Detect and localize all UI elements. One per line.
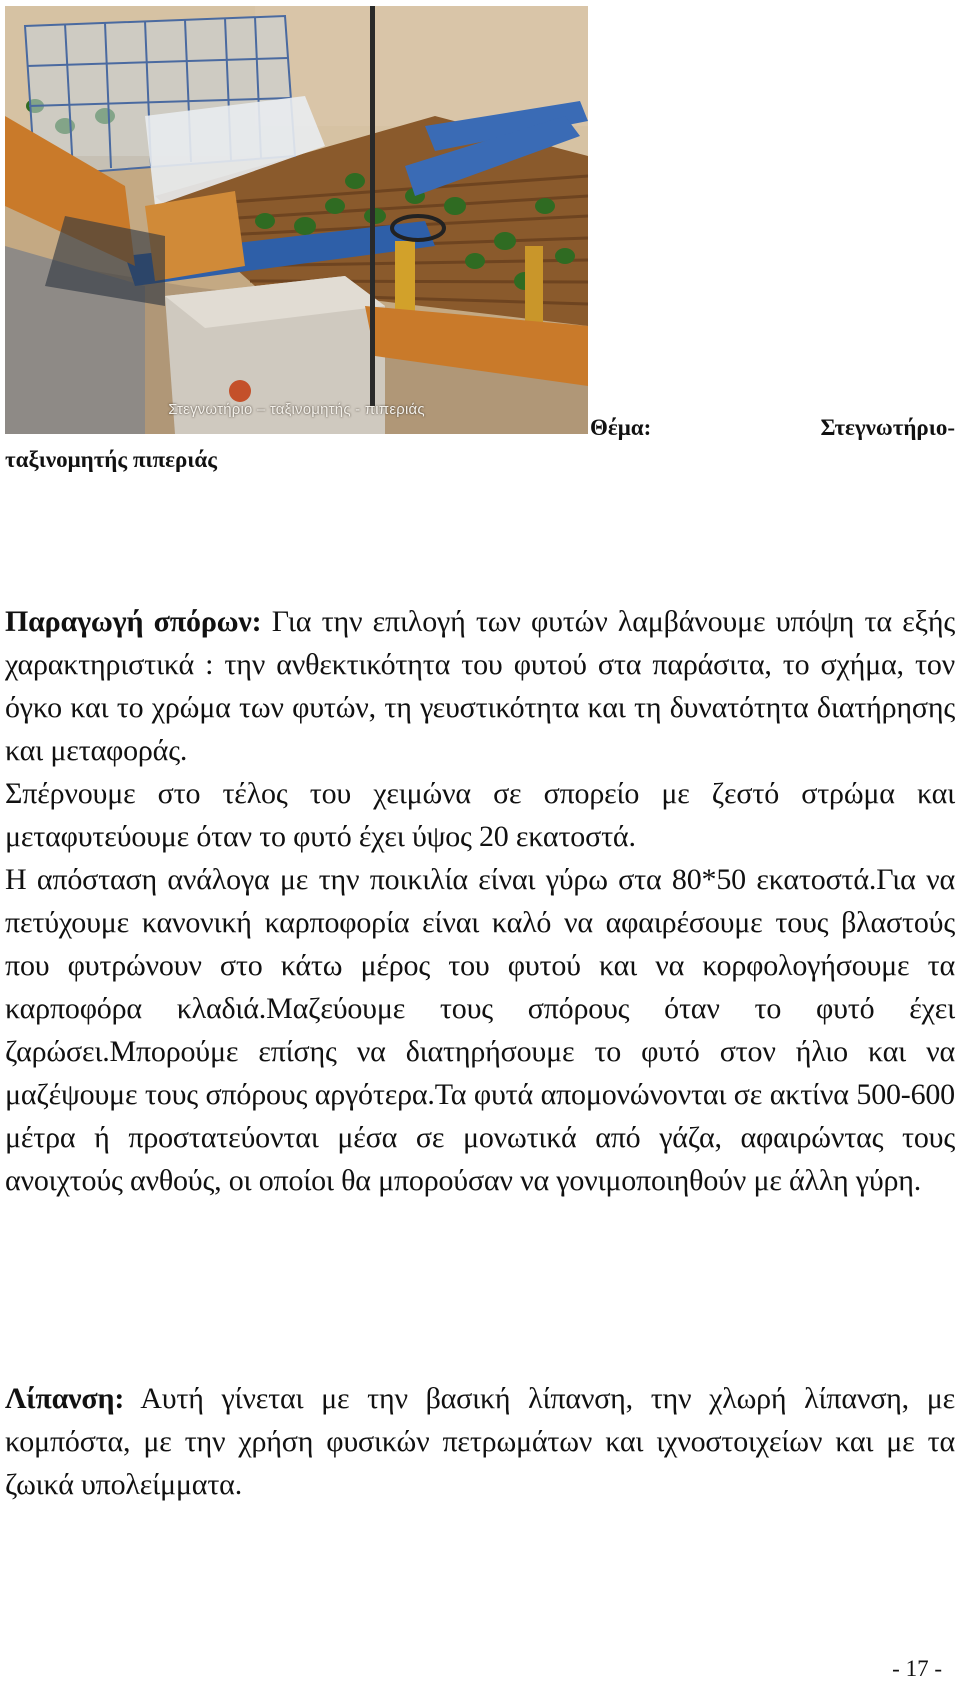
figure-title-part2: ταξινομητής πιπεριάς xyxy=(5,447,217,472)
fertilization-heading: Λίπανση: xyxy=(5,1382,125,1415)
seed-production-heading: Παραγωγή σπόρων: xyxy=(5,605,262,638)
figure-title-part1: Στεγνωτήριο- xyxy=(820,415,955,440)
photo-caption: Στεγνωτήριο – ταξινομητής - πιπεριάς xyxy=(168,401,425,418)
figure-label: Θέμα: xyxy=(590,415,652,440)
machine-photo-illustration xyxy=(5,6,588,434)
fertilization-paragraph xyxy=(5,1377,955,1506)
seed-production-paragraph-1 xyxy=(5,600,955,772)
figure-title xyxy=(590,414,955,442)
fertilization-text: Αυτή γίνεται με την βασική λίπανση, την χλωρή λίπανση, με κομπόστα, με την χρήση φυσικών πετρωμάτων και ιχνοστοιχείων και με τα ζωικά υπολείμματα. xyxy=(5,1382,955,1501)
fertilization-section xyxy=(5,1377,955,1506)
seed-production-paragraph-3: Η απόσταση ανάλογα με την ποικιλία είναι γύρω στα 80*50 εκατοστά.Για να πετύχουμε κανονική καρποφορία είναι καλό να αφαιρέσουμε τους βλαστούς που φυτρώνουν στο κάτω μέρος του φυτού και να κορφολογήσουμε τα καρποφόρα κλαδιά.Μαζεύουμε τους σπόρους όταν το φυτό έχει ζαρώσει.Μπορούμε επίσης να διατηρήσουμε το φυτό στον ήλιο και να μαζέψουμε τους σπόρους αργότερα.Τα φυτά απομονώνονται σε ακτίνα 500-600 μέτρα ή προστατεύονται μέσα σε μονωτικά από γάζα, αφαιρώντας τους ανοιχτούς ανθούς, οι οποίοι θα μπορούσαν να γονιμοποιηθούν με άλλη γύρη. xyxy=(5,863,955,1197)
seed-production-section xyxy=(5,600,955,1202)
page-number: - 17 - xyxy=(892,1656,942,1681)
seed-production-text-1: Για την επιλογή των φυτών λαμβάνουμε υπόψη τα εξής χαρακτηριστικά : την ανθεκτικότητα του φυτού στα παράσιτα, το σχήμα, τον όγκο και το χρώμα των φυτών, τη γευστικότητα και τη δυνατότητα διατήρησης και μεταφοράς. xyxy=(5,605,955,767)
machine-photo xyxy=(5,6,588,434)
seed-production-paragraph-2: Σπέρνουμε στο τέλος του χειμώνα σε σπορείο με ζεστό στρώμα και μεταφυτεύουμε όταν το φυτό έχει ύψος 20 εκατοστά. xyxy=(5,777,955,853)
